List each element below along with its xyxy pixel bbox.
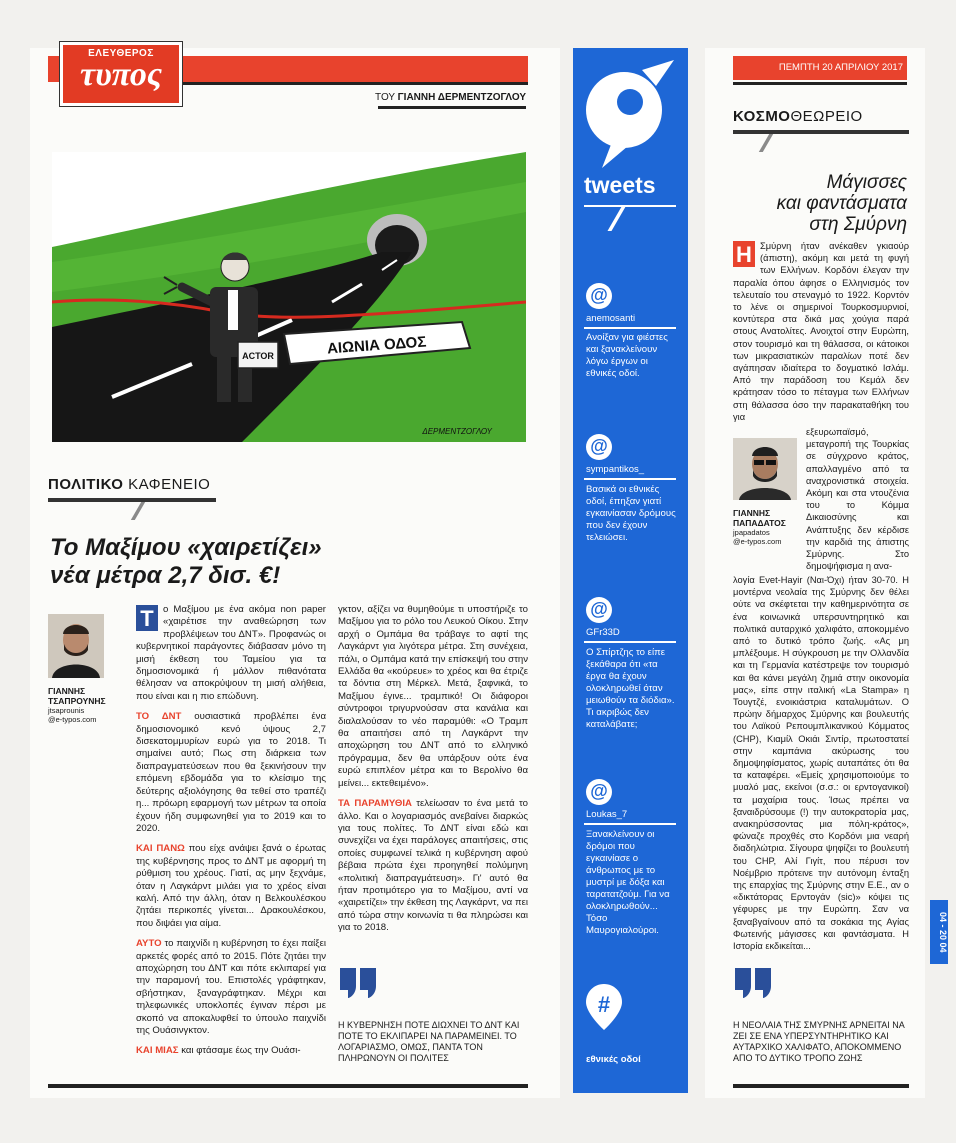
paragraph-lead: ΚΑΙ ΠΑΝΩ [136, 843, 185, 855]
author-email: @e-typos.com [733, 537, 782, 546]
dropcap: Τ [136, 605, 158, 631]
byline-prefix: ΤΟΥ [375, 92, 395, 103]
paragraph [136, 938, 326, 1037]
author-photo-tsaprounis [48, 614, 104, 678]
tweet-text: Ο Σπίρτζης το είπε ξεκάθαρα ότι «τα έργα θα έχουν ολοκληρωθεί όταν μειωθούν τα διόδια». Τι ακριβώς δεν καταλάβατε; [586, 647, 675, 730]
paragraph [136, 1045, 326, 1057]
tweet-separator [584, 327, 676, 329]
tweets-header: tweets [584, 172, 656, 198]
author-caption-left [48, 686, 118, 724]
tweet-text: Βασικά οι εθνικές οδοί, έπηξαν γιατί εγκαινίασαν δρόμους που δεν έχουν τελειώσει. [586, 484, 676, 543]
tweet-text: Ξανακλείνουν οι δρόμοι που εγκαινίασε ο άνθρωπος με το μυστρί με δόξα και ταρατατζούμ. Για να ολοκληρωθούν... Τόσο Μαυρογιαλούροι. [586, 829, 670, 936]
paragraph-text: εξευρωπαϊσμό, μεταγροπή της Τουρκίας σε σύγχρονο κράτος, απαλλαγμένο από τα αναχρονιστικά στοιχεία. Ακόμη και στα ντουζένια του το Κόμμα Δικαιοσύνης και Ανάπτυξης δεν κέρδισε την καρδιά της άπιστης Σμύρνης. Στο δημοψήφισμα η ανα- [806, 427, 909, 572]
issue-date: ΠΕΜΠΤΗ 20 ΑΠΡΙΛΙΟΥ 2017 [778, 62, 903, 73]
paragraph-lead: ΑΥΤΟ [136, 938, 162, 950]
paragraph [338, 604, 528, 790]
author-email: @e-typos.com [48, 715, 97, 724]
tweet-separator [584, 478, 676, 480]
date-bar [733, 56, 907, 80]
right-article-top [733, 240, 909, 425]
tweet-handle[interactable]: GFr33D [586, 627, 620, 638]
cartoon-case-label: ACTOR [242, 351, 274, 361]
author-handle: jpapadatos [733, 528, 770, 537]
section-title-light: ΘΕΩΡΕΙΟ [790, 108, 863, 125]
tweet-separator [584, 823, 676, 825]
pull-quote-left: Η ΚΥΒΕΡΝΗΣΗ ΠΟΤΕ ΔΙΩΧΝΕΙ ΤΟ ΔΝΤ ΚΑΙ ΠΟΤΕ ΤΟ ΕΚΛΙΠΑΡΕΙ ΝΑ ΠΑΡΑΜΕΙΝΕΙ. ΤΟ ΛΟΓΑΡΙΑΣΜΟ, ΟΜΩΣ, ΠΑΝΤΑ ΤΟΝ ΠΛΗΡΩΝΟΥΝ ΟΙ ΠΟΛΙΤΕΣ [338, 1020, 520, 1063]
author-last-name: ΠΑΠΑΔΑΤΟΣ [733, 518, 786, 528]
section-title-light: ΚΑΦΕΝΕΙΟ [128, 476, 211, 493]
logo-small-text: ΕΛΕΥΘΕΡΟΣ [88, 48, 154, 59]
right-article-wrap [806, 426, 909, 572]
author-photo-papadatos [733, 438, 797, 500]
logo-big-text: τυπος [80, 56, 162, 93]
at-icon: @ [586, 597, 612, 623]
tweet-separator [584, 641, 676, 643]
byline-rule [378, 106, 526, 109]
hashtag-label[interactable]: εθνικές οδοί [586, 1054, 641, 1065]
right-article-bottom [733, 574, 909, 960]
header-red-bar [178, 56, 528, 82]
section-title-kosmo [733, 108, 863, 125]
tweets-header-rule [584, 205, 676, 207]
section-rule [733, 130, 909, 134]
section-title-bold: ΠΟΛΙΤΙΚΟ [48, 476, 124, 493]
tweets-bird-icon [582, 60, 678, 170]
section-title-bold: ΚΟΣΜΟ [733, 108, 791, 125]
author-last-name: ΤΣΑΠΡΟΥΝΗΣ [48, 696, 106, 706]
page-number-tab: 04 - 20 04 [930, 900, 948, 964]
headline-line-2: νέα μέτρα 2,7 δισ. €! [50, 562, 281, 589]
quote-mark-icon [338, 964, 378, 1004]
headline-line-3: στη Σμύρνη [809, 214, 907, 235]
bottom-rule-right [733, 1084, 909, 1088]
main-headline [50, 534, 520, 590]
section-rule [48, 498, 216, 502]
date-rule [733, 82, 907, 85]
quote-mark-icon [733, 964, 773, 1004]
article-column-1 [136, 604, 326, 1074]
avatar [48, 614, 104, 678]
byline-author: ΓΙΑΝΝΗ ΔΕΡΜΕΝΤΖΟΓΛΟΥ [397, 92, 526, 103]
quote-icon [338, 964, 378, 1004]
paragraph-text: τελείωσαν το ένα μετά το άλλο. Και ο λογαριασμός ανεβαίνει διαρκώς για τους πολίτες. Το ΔΝΤ είναι εδώ και συνεχίζει να έχει παράλογες απαιτήσεις, στις οποίες συμφωνεί τελικά η κυβέρνηση αφού βέβαια πρώτα έχει προηγηθεί πολύμηνη «πολιτική διαπραγμάτευση». Γι' αυτό θα ήταν προτιμότερο για το Μαξίμου, αντί να «χαιρετίζει» την έκθεση της Λαγκάρντ, να πει από τώρα στην κοινωνία τι θα πληρώσει και για το 2018. [338, 798, 528, 934]
tweet-text: Ανοίξαν για φιέστες και ξανακλείνουν λόγω έργων οι εθνικές οδοί. [586, 332, 668, 379]
tweet-handle[interactable]: Loukas_7 [586, 809, 628, 820]
headline-line-1: Το Μαξίμου «χαιρετίζει» [50, 534, 322, 561]
cartoon-banner-text: ΑΙΩΝΙΑ ΟΔΟΣ [326, 333, 427, 358]
author-first-name: ΓΙΑΝΝΗΣ [48, 686, 86, 696]
paragraph [136, 843, 326, 930]
at-icon: @ [586, 283, 612, 309]
cartoon-illustration [52, 152, 526, 442]
header-divider [178, 82, 528, 85]
paragraph [136, 711, 326, 835]
byline [300, 92, 526, 103]
headline-line-1: Μάγισσες [826, 172, 907, 193]
paragraph-text: και φτάσαμε έως την Ουάσι- [178, 1045, 301, 1057]
pull-quote-right: Η ΝΕΟΛΑΙΑ ΤΗΣ ΣΜΥΡΝΗΣ ΑΡΝΕΙΤΑΙ ΝΑ ΖΕΙ ΣΕ ΕΝΑ ΥΠΕΡΣΥΝΤΗΡΗΤΙΚΟ ΚΑΙ ΑΥΤΑΡΧΙΚΟ ΧΑΛΙΦΑΤΟ, ΑΠΟΚΟΜΜΕΝΟ ΑΠΟ ΤΟ ΔΥΤΙΚΟ ΤΡΟΠΟ ΖΩΗΣ [733, 1020, 905, 1063]
paragraph-text: που είχε ανάψει ξανά ο έρωτας της κυβέρνησης προς το ΔΝΤ με αφορμή τη ρύθμιση του χρέους. Γιατί, ας μην ξεχνάμε, όταν η Λαγκάρντ μιλάει για το χρέος είναι καλή. Από την άλλη, όταν η Βελκουλέσκου ζητάει περικοπές γίνεται... Δρακουλέσκου, που διψάει για αίμα. [136, 843, 326, 929]
right-headline [725, 172, 907, 235]
cartoon-signature: ΔΕΡΜΕΝΤΖΟΓΛΟΥ [422, 427, 492, 436]
quote-icon [733, 964, 773, 1004]
tweet-handle[interactable]: anemosanti [586, 313, 636, 324]
bird-icon [582, 60, 678, 170]
paragraph-text: το παιχνίδι η κυβέρνηση το έχει παίξει αρκετές φορές από το 2015. Πότε ζητάει την αποχώρηση του ΔΝΤ και πότε εκλιπαρεί για την παραμονή του. Επιστολές γράφτηκαν, σβήστηκαν, ξαναγράφτηκαν. Μέχρι και τηλεφωνικές υποκλοπές έγιναν πέρσι με σκοπό να αποκαλυφθεί το ύπουλο παιχνίδι της Ουάσινγκτον. [136, 938, 326, 1036]
paragraph [136, 604, 326, 703]
paragraph-lead: ΚΑΙ ΜΙΑΣ [136, 1045, 179, 1057]
tweet-handle[interactable]: sympantikos_ [586, 464, 645, 475]
dropcap: Η [733, 241, 755, 267]
avatar [733, 438, 797, 500]
article-column-2 [338, 604, 528, 974]
hashtag-symbol: # [597, 992, 611, 1017]
paragraph-lead: ΤΑ ΠΑΡΑΜΥΘΙΑ [338, 798, 412, 810]
paragraph-text: λογία Evet-Hayir (Ναι-Όχι) ήταν 30-70. Η μοντέρνα νεολαία της Σμύρνης δεν θέλει ούτε να σκέφτεται την καθημερινότητα σε ένα κοινωνικά υπερσυντηρητικό και πολιτικά αυταρχικό χαλιφάτο, αποκομμένο από το δυτικό τρόπο ζωής. «Ας μη μπλέξουμε. Η σύγκρουση με την Ολλανδία και τη Γερμανία κατέστρεψε τον τουρισμό και θα κάνει μεγάλη ζημιά στην οικονομία μας», είπε στην ιταλική «La Stampa» η Τουγτζέ, ενοικιάστρια καταλυμάτων. Ο πρώην δήμαρχος Σμύρνης και βουλευτής του Λαϊκού Ρεπουμπλικανικού Κόμματος (CHP), Κιαμίλ Οκιάι Σιντίρ, πρωτοστατεί στην καμπάνια ακύρωσης του δημοψηφίσματος, χωρίς αυταπάτες ότι θα τα καταφέρει. «Εμείς χρησιμοποιούμε το μυαλό μας, εκείνοι (σ.σ.: οι ερντογανικοί) τα μαχαίρια τους. Ίσως πρέπει να ξαναιδρύσουμε (!) την αυτοκρατορία μας, ανακηρύσσοντας μια πόλη-κράτος», φώναζε προχθές στο Κορδόνι μια νεαρή διαδηλώτρια. Σίγουρα ψηφίζει το βουλευτή του CHP, Αλί Γιγίτ, που πέρυσι τον Νοέμβριο πρότεινε την αυτόνομη ένταξη της επαρχίας της Σμύρνης στην Ε.Ε., αν ο «δικτάτορας Ερντογάν (sic)» κόψει τις γέφυρες με την Ευρώπη. Σαν να ξαναβγαίνουν από τα σοκάκια της Αγίας Φωτεινής μάγισσες και φαντάσματα. Η Ιστορία εκδικείται... [733, 575, 909, 952]
paragraph [338, 798, 528, 934]
newspaper-logo [60, 42, 182, 106]
author-first-name: ΓΙΑΝΝΗΣ [733, 508, 771, 518]
bottom-rule-left [48, 1084, 528, 1088]
paragraph-text: Σμύρνη ήταν ανέκαθεν γκιαούρ (άπιστη), ακόμη και μετά τη φυγή των Ελλήνων. Κορδόνι έλεγαν την παραλία όπου άφησε ο Ελληνισμός τον τελευταίο του στεναγμό το 1922. Κορντόν το λένε οι σημερινοί Τουρκοσμυρνιοί, κοντύτερα στα δικά μας χούγια παρά στους Ανατολίτες. Ανοιχτοί στην Ευρώπη, στον τουρισμό και τη θάλασσα, οι κάτοικοι των μικρασιατικών παραλίων ποτέ δεν αγάπησαν ιδιαίτερα το δογματικό Ισλάμ. Από την παράδοση του Κεμάλ δεν κράτησαν τόσο το πέταγμα των Ελλήνων στη θάλασσα όσο την παρακαταθήκη του για [733, 241, 909, 422]
section-title-politiko [48, 476, 210, 493]
author-handle: jtsaprounis [48, 706, 85, 715]
paragraph-text: ο Μαξίμου με ένα ακόμα non paper «χαιρέτισε την αναθεώρηση των προβλέψεων του ΔΝΤ». Προφανώς οι κυβερνητικοί παράγοντες διάβασαν μόνο τη μισή έκθεση του Ταμείου για τα δημοσιονομικά ή μάλλον πιθανότατα θέλησαν να αποκρύψουν τη μισή αλήθεια, που είναι και η πιο επώδυνη. [136, 604, 326, 702]
author-caption-right [733, 508, 803, 546]
at-icon: @ [586, 779, 612, 805]
paragraph-text: γκτον, αξίζει να θυμηθούμε τι υποστήριζε το Μαξίμου για το ρόλο του Λευκού Οίκου. Στην αρχή ο Ομπάμα θα τράβαγε το αφτί της Λαγκάρντ για λιγότερα μέτρα. Στη συνέχεια, πάλι, ο Ομπάμα κατά την επίσκεψή του στην Ελλάδα θα «κούρευε» το χρέος και θα έτριζε τα δόντια στη Μέρκελ. Μετά, ξαφνικά, το Μαξίμου έγινε... τραμπικό! Οι διάφοροι σύντροφοι τριγυρνούσαν στα κανάλια και διαλαλούσαν το νέο παραμύθι: «Ο Τραμπ θα απαιτήσει από τη Λαγκάρντ την αποχώρηση του ΔΝΤ από το ελληνικό πρόγραμμα, δεν θα υπάρξουν ούτε ένα ευρώ επιπλέον μέτρα και το Βερολίνο θα μείνει... εκτεθειμένο». [338, 604, 528, 789]
editorial-cartoon [52, 152, 526, 442]
headline-line-2: και φαντάσματα [776, 193, 907, 214]
at-icon: @ [586, 434, 612, 460]
paragraph-lead: ΤΟ ΔΝΤ [136, 711, 182, 723]
paragraph-text: ουσιαστικά προβλέπει ένα δημοσιονομικό κενό ύψους 2,7 δισεκατομμυρίων ευρώ για το 2018. Τι σημαίνει αυτό; Πως στη διάρκεια των διαπραγματεύσεων που θα ξεκινήσουν την επόμενη εβδομάδα για το κλείσιμο της δεύτερης αξιολόγησης θα τεθεί στο τραπέζι η... πρόωρη εφαρμογή των μέτρων τα οποία έχουν ήδη συμφωνηθεί για το 2019 και το 2020. [136, 711, 326, 834]
